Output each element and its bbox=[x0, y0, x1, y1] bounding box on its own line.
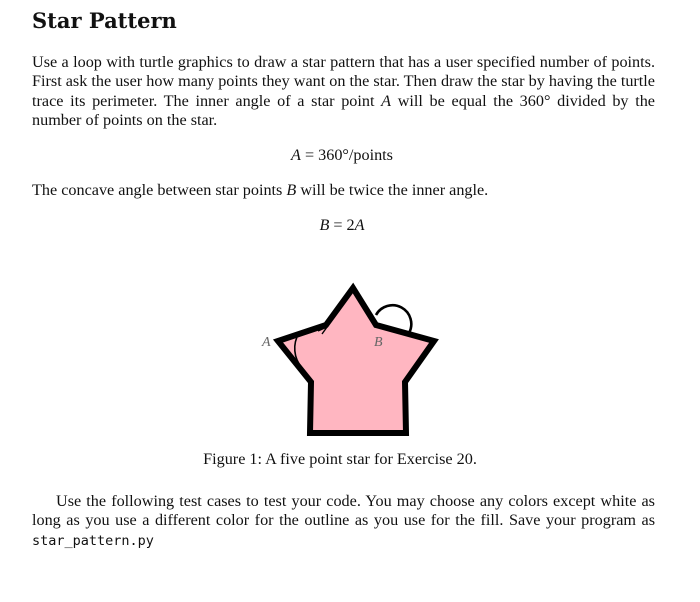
label-a: A bbox=[262, 335, 271, 350]
concave-text-end: will be twice the inner angle. bbox=[296, 181, 489, 199]
equation-b-lhs: B bbox=[319, 216, 330, 234]
equation-a-lhs: A bbox=[291, 146, 301, 164]
equation-b-mid: = 2 bbox=[329, 216, 355, 234]
equation-b-var: A bbox=[354, 216, 365, 234]
intro-text-end: will be equal the 360° divided by the number of points on the star. bbox=[32, 91, 655, 130]
label-b: B bbox=[374, 335, 383, 350]
star-shape bbox=[278, 288, 434, 433]
equation-a-rhs: = 360°/points bbox=[300, 146, 393, 164]
closing-text: Use the following test cases to test your code. You may choose any colors except white as long as you use a different color for the outline as you use for the fill. Save your program as bbox=[32, 492, 655, 530]
concave-text-start: The concave angle between star points bbox=[32, 181, 287, 199]
var-a: A bbox=[381, 91, 392, 110]
figure-caption: Figure 1: A five point star for Exercise 20. bbox=[203, 450, 477, 468]
filename-code: star_pattern.py bbox=[32, 532, 154, 549]
intro-text-start: Use a loop with turtle graphics to draw a star pattern that has a user specified number of points. First ask the user how many points they want on the star. Then draw the star by having the turtle trace its perimeter. The inner angle of a star point bbox=[32, 53, 655, 110]
page-title: Star Pattern bbox=[32, 8, 177, 33]
var-b: B bbox=[286, 181, 297, 199]
closing-paragraph bbox=[32, 492, 655, 551]
